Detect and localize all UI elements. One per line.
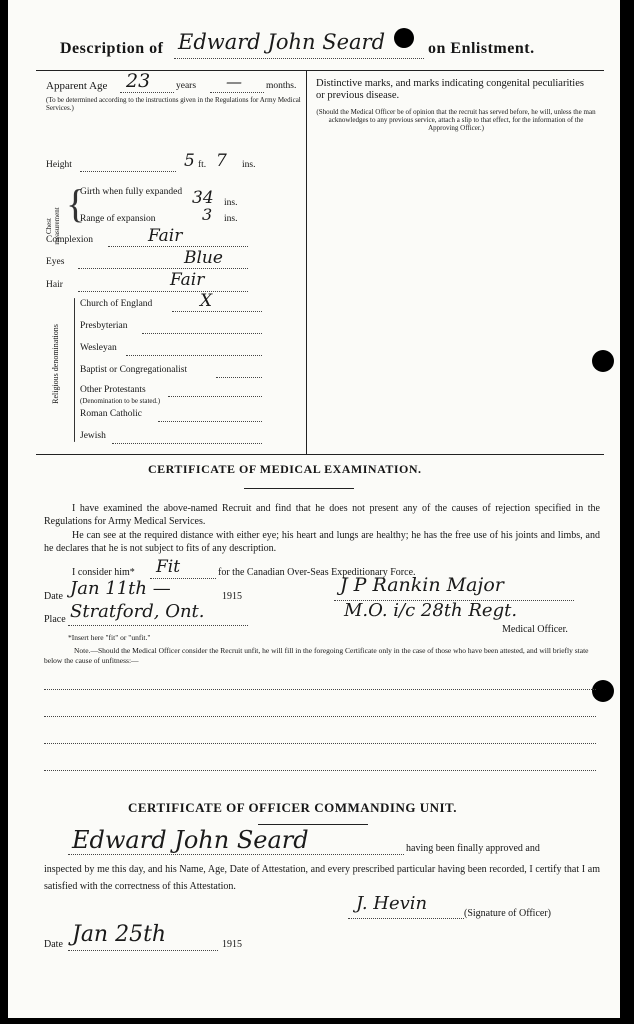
- commanding-name-handwritten: Edward John Seard: [72, 826, 309, 854]
- hair-label: Hair: [46, 280, 63, 290]
- religion-dots-1: [142, 333, 262, 334]
- commanding-date-handwritten: Jan 25th: [72, 922, 167, 947]
- medical-signature-handwritten: J P Rankin Major: [340, 574, 504, 596]
- medical-place-dots: [68, 625, 248, 626]
- marks-note: (Should the Medical Officer be of opinion that the recruit has served before, he will, unless the man acknowledges to any previous service, attach a slip to that effect, for the information of the Approving Officer.): [316, 108, 596, 132]
- height-label: Height: [46, 160, 72, 170]
- complexion-dots: [108, 246, 248, 247]
- header-dotted-line: [174, 58, 424, 59]
- medical-note: Note.—Should the Medical Officer consider the Recruit unfit, he will fill in the foregoing Certificate only in the case of those who have been attested, and will briefly state below the cause of unfitness:—: [44, 646, 589, 665]
- age-label: Apparent Age: [46, 80, 108, 92]
- height-ft-label: ft.: [198, 160, 207, 170]
- marks-title: Distinctive marks, and marks indicating congenital peculiarities or previous disease.: [316, 78, 584, 101]
- chest-range-handwritten: 3: [202, 205, 213, 224]
- medical-date-handwritten: Jan 11th —: [70, 578, 171, 599]
- chest-range-ins-label: ins.: [224, 214, 238, 224]
- commanding-date-label: Date: [44, 939, 63, 950]
- religion-dots-5: [158, 421, 262, 422]
- punch-hole-right-upper: [592, 350, 614, 372]
- religion-item-wesleyan: Wesleyan: [80, 343, 117, 353]
- age-months-handwritten: —: [226, 72, 242, 91]
- religion-item-jewish: Jewish: [80, 431, 106, 441]
- age-months-dots: [210, 92, 264, 93]
- medical-unit-handwritten: M.O. i/c 28th Regt.: [344, 600, 518, 621]
- eyes-label: Eyes: [46, 257, 65, 267]
- religion-other-note: (Denomination to be stated.): [80, 397, 161, 405]
- commanding-date-dots: [68, 950, 218, 951]
- commanding-signature-dots: [348, 918, 464, 919]
- column-divider: [306, 70, 307, 454]
- medical-title: CERTIFICATE OF MEDICAL EXAMINATION.: [148, 462, 422, 476]
- medical-date-label: Date: [44, 591, 63, 602]
- attestation-form: [8, 0, 620, 1018]
- eyes-dots: [78, 268, 248, 269]
- chest-girth-handwritten: 34: [192, 188, 214, 208]
- header-name-handwritten: Edward John Seard: [178, 30, 386, 54]
- religion-side-label: Religious denominations: [51, 324, 60, 404]
- chest-girth-label: Girth when fully expanded: [80, 187, 183, 197]
- commanding-signature-handwritten: J. Hevin: [356, 893, 428, 914]
- commanding-title: CERTIFICATE OF OFFICER COMMANDING UNIT.: [128, 800, 457, 815]
- complexion-label: Complexion: [46, 235, 93, 245]
- religion-dots-3: [216, 377, 262, 378]
- top-rule: [36, 70, 604, 71]
- religion-dots-6: [112, 443, 262, 444]
- commanding-name-dots: [68, 854, 404, 855]
- hair-dots: [78, 291, 248, 292]
- religion-item-presbyterian: Presbyterian: [80, 321, 128, 331]
- medical-insert-note: *Insert here "fit" or "unfit.": [68, 633, 151, 642]
- commanding-year-print: 1915: [222, 939, 242, 950]
- chest-brace: {: [66, 181, 86, 226]
- age-months-label: months.: [266, 81, 297, 91]
- age-years-dots: [120, 92, 174, 93]
- eyes-handwritten: Blue: [184, 248, 223, 268]
- medical-officer-label: Medical Officer.: [502, 624, 568, 635]
- medical-place-handwritten: Stratford, Ont.: [70, 601, 205, 622]
- religion-dots-0: [172, 311, 262, 312]
- complexion-handwritten: Fair: [148, 226, 183, 246]
- medical-place-label: Place: [44, 614, 66, 625]
- religion-item-roman-catholic: Roman Catholic: [80, 409, 143, 419]
- medical-consider-handwritten: Fit: [156, 557, 181, 577]
- medical-title-underline: [244, 488, 354, 489]
- religion-item-church-of-england: Church of England: [80, 299, 153, 309]
- punch-hole-top: [394, 28, 414, 48]
- age-years-handwritten: 23: [126, 70, 151, 92]
- punch-hole-right-lower: [592, 680, 614, 702]
- medical-consider-label: I consider him*: [72, 567, 135, 578]
- bottom-rule: [36, 454, 604, 455]
- chest-side-label: Chest measurement: [45, 207, 61, 245]
- age-note: (To be determined according to the instructions given in the Regulations for Army Medical Services.): [46, 96, 301, 112]
- medical-year-print: 1915: [222, 591, 242, 602]
- unfitness-line-3: [44, 743, 596, 744]
- religion-bracket: [74, 298, 75, 442]
- commanding-signature-label: (Signature of Officer): [464, 908, 552, 919]
- age-years-label: years: [176, 81, 197, 91]
- header-suffix: on Enlistment.: [428, 40, 535, 57]
- height-ins-label: ins.: [242, 160, 256, 170]
- commanding-title-underline: [258, 824, 368, 825]
- unfitness-line-4: [44, 770, 596, 771]
- hair-handwritten: Fair: [170, 270, 205, 290]
- religion-dots-4: [168, 396, 262, 397]
- religion-item-other-protestants: Other Protestants: [80, 385, 146, 395]
- religion-item-baptist: Baptist or Congregationalist: [80, 365, 188, 375]
- height-inches-handwritten: 7: [216, 151, 227, 171]
- religion-mark-handwritten: X: [200, 291, 213, 311]
- religion-dots-2: [126, 355, 262, 356]
- height-dots: [80, 171, 176, 172]
- commanding-para-2: inspected by me this day, and his Name, Age, Date of Attestation, and every prescribed particular having been recorded, I certify that I am satisfied with the correctness of this Attestation.: [44, 864, 600, 892]
- unfitness-line-2: [44, 716, 596, 717]
- medical-consider-tail: for the Canadian Over-Seas Expeditionary Force.: [218, 567, 416, 578]
- height-feet-handwritten: 5: [184, 151, 195, 171]
- chest-range-label: Range of expansion: [80, 214, 156, 224]
- commanding-para-1-tail: having been finally approved and: [406, 843, 540, 854]
- chest-girth-ins-label: ins.: [224, 198, 238, 208]
- medical-para-2: He can see at the required distance with either eye; his heart and lungs are healthy; he has the free use of his joints and limbs, and he declares that he is not subject to fits of any description.: [44, 530, 600, 554]
- header-prefix: Description of: [60, 40, 164, 57]
- medical-para-1: I have examined the above-named Recruit and find that he does not present any of the causes of rejection specified in the Regulations for Army Medical Services.: [44, 503, 600, 527]
- unfitness-line-1: [44, 689, 596, 690]
